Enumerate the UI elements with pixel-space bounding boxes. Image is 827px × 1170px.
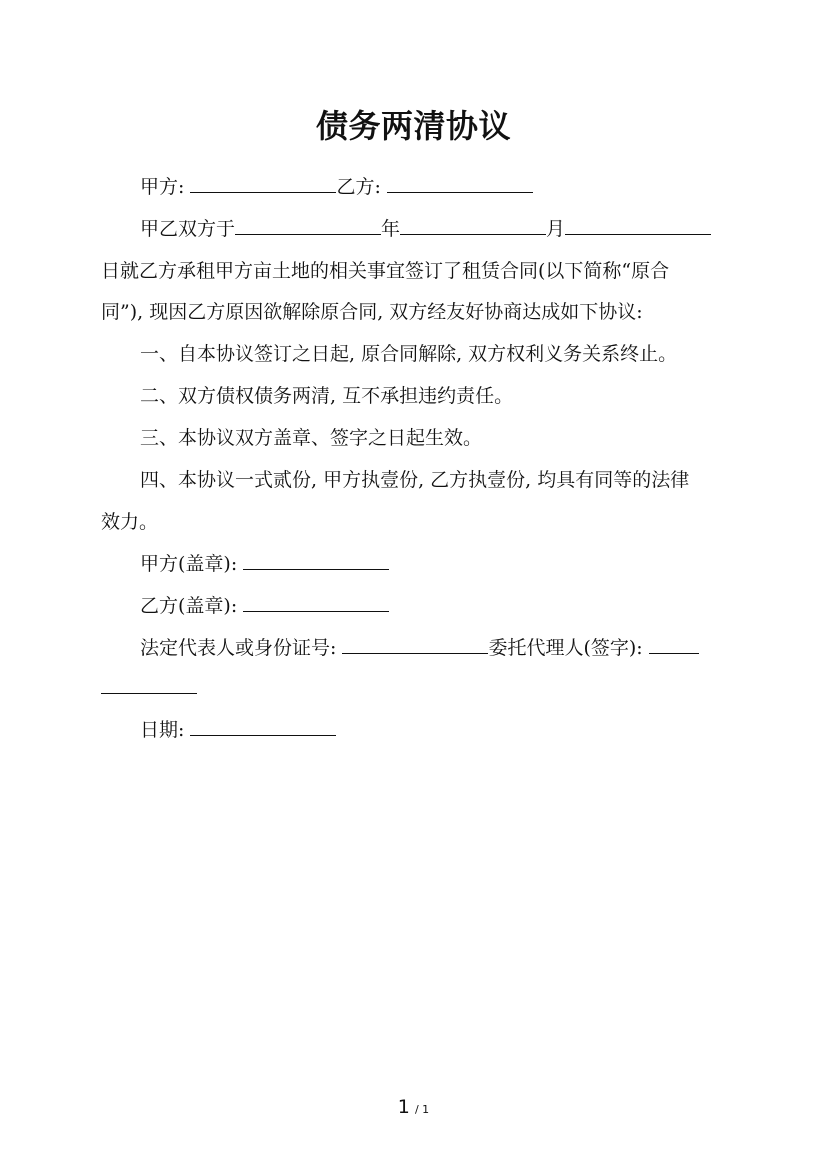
parties-line — [140, 175, 766, 199]
paragraph-line: 日就乙方承租甲方亩土地的相关事宜签订了租赁合同(以下简称“原合 — [101, 260, 670, 282]
party-b-seal-blank — [243, 594, 389, 612]
party-a-seal-label: 甲方(盖章): — [140, 553, 238, 575]
party-b-label: 乙方: — [336, 176, 381, 198]
page-number — [0, 1096, 827, 1118]
party-b-seal-label: 乙方(盖章): — [140, 595, 238, 617]
agent-label: 委托代理人(签字): — [488, 637, 643, 659]
party-b-blank — [387, 175, 533, 193]
clause-1: 一、自本协议签订之日起, 原合同解除, 双方权利义务关系终止。 — [140, 343, 678, 365]
day-blank — [565, 217, 711, 235]
year-label: 年 — [381, 218, 401, 240]
clause-3: 三、本协议双方盖章、签字之日起生效。 — [140, 427, 483, 449]
date-line — [140, 217, 766, 241]
party-a-blank — [190, 175, 336, 193]
page-current: 1 — [397, 1096, 410, 1118]
date-label: 日期: — [140, 719, 185, 741]
legal-rep-blank — [342, 636, 488, 654]
representative-line — [140, 636, 766, 660]
party-a-seal-line — [140, 552, 766, 576]
document-title: 债务两清协议 — [315, 107, 511, 145]
clause-2: 二、双方债权债务两清, 互不承担违约责任。 — [140, 385, 514, 407]
date-sign-line — [140, 718, 766, 742]
clause-4: 四、本协议一式贰份, 甲方执壹份, 乙方执壹份, 均具有同等的法律 — [140, 469, 690, 491]
month-label: 月 — [546, 218, 566, 240]
year-blank — [235, 217, 381, 235]
party-a-label: 甲方: — [140, 176, 185, 198]
clause-4-continued: 效力。 — [101, 511, 159, 533]
month-blank — [400, 217, 546, 235]
paragraph-line: 同”), 现因乙方原因欲解除原合同, 双方经友好协商达成如下协议: — [101, 301, 643, 323]
agent-blank — [649, 636, 699, 654]
page-total: / 1 — [414, 1103, 430, 1116]
agent-blank-continued-line — [101, 676, 727, 700]
date-prefix: 甲乙双方于 — [140, 218, 236, 240]
party-a-seal-blank — [243, 552, 389, 570]
party-b-seal-line — [140, 594, 766, 618]
date-blank — [190, 718, 336, 736]
agent-blank-continued — [101, 676, 197, 694]
legal-rep-label: 法定代表人或身份证号: — [140, 637, 337, 659]
